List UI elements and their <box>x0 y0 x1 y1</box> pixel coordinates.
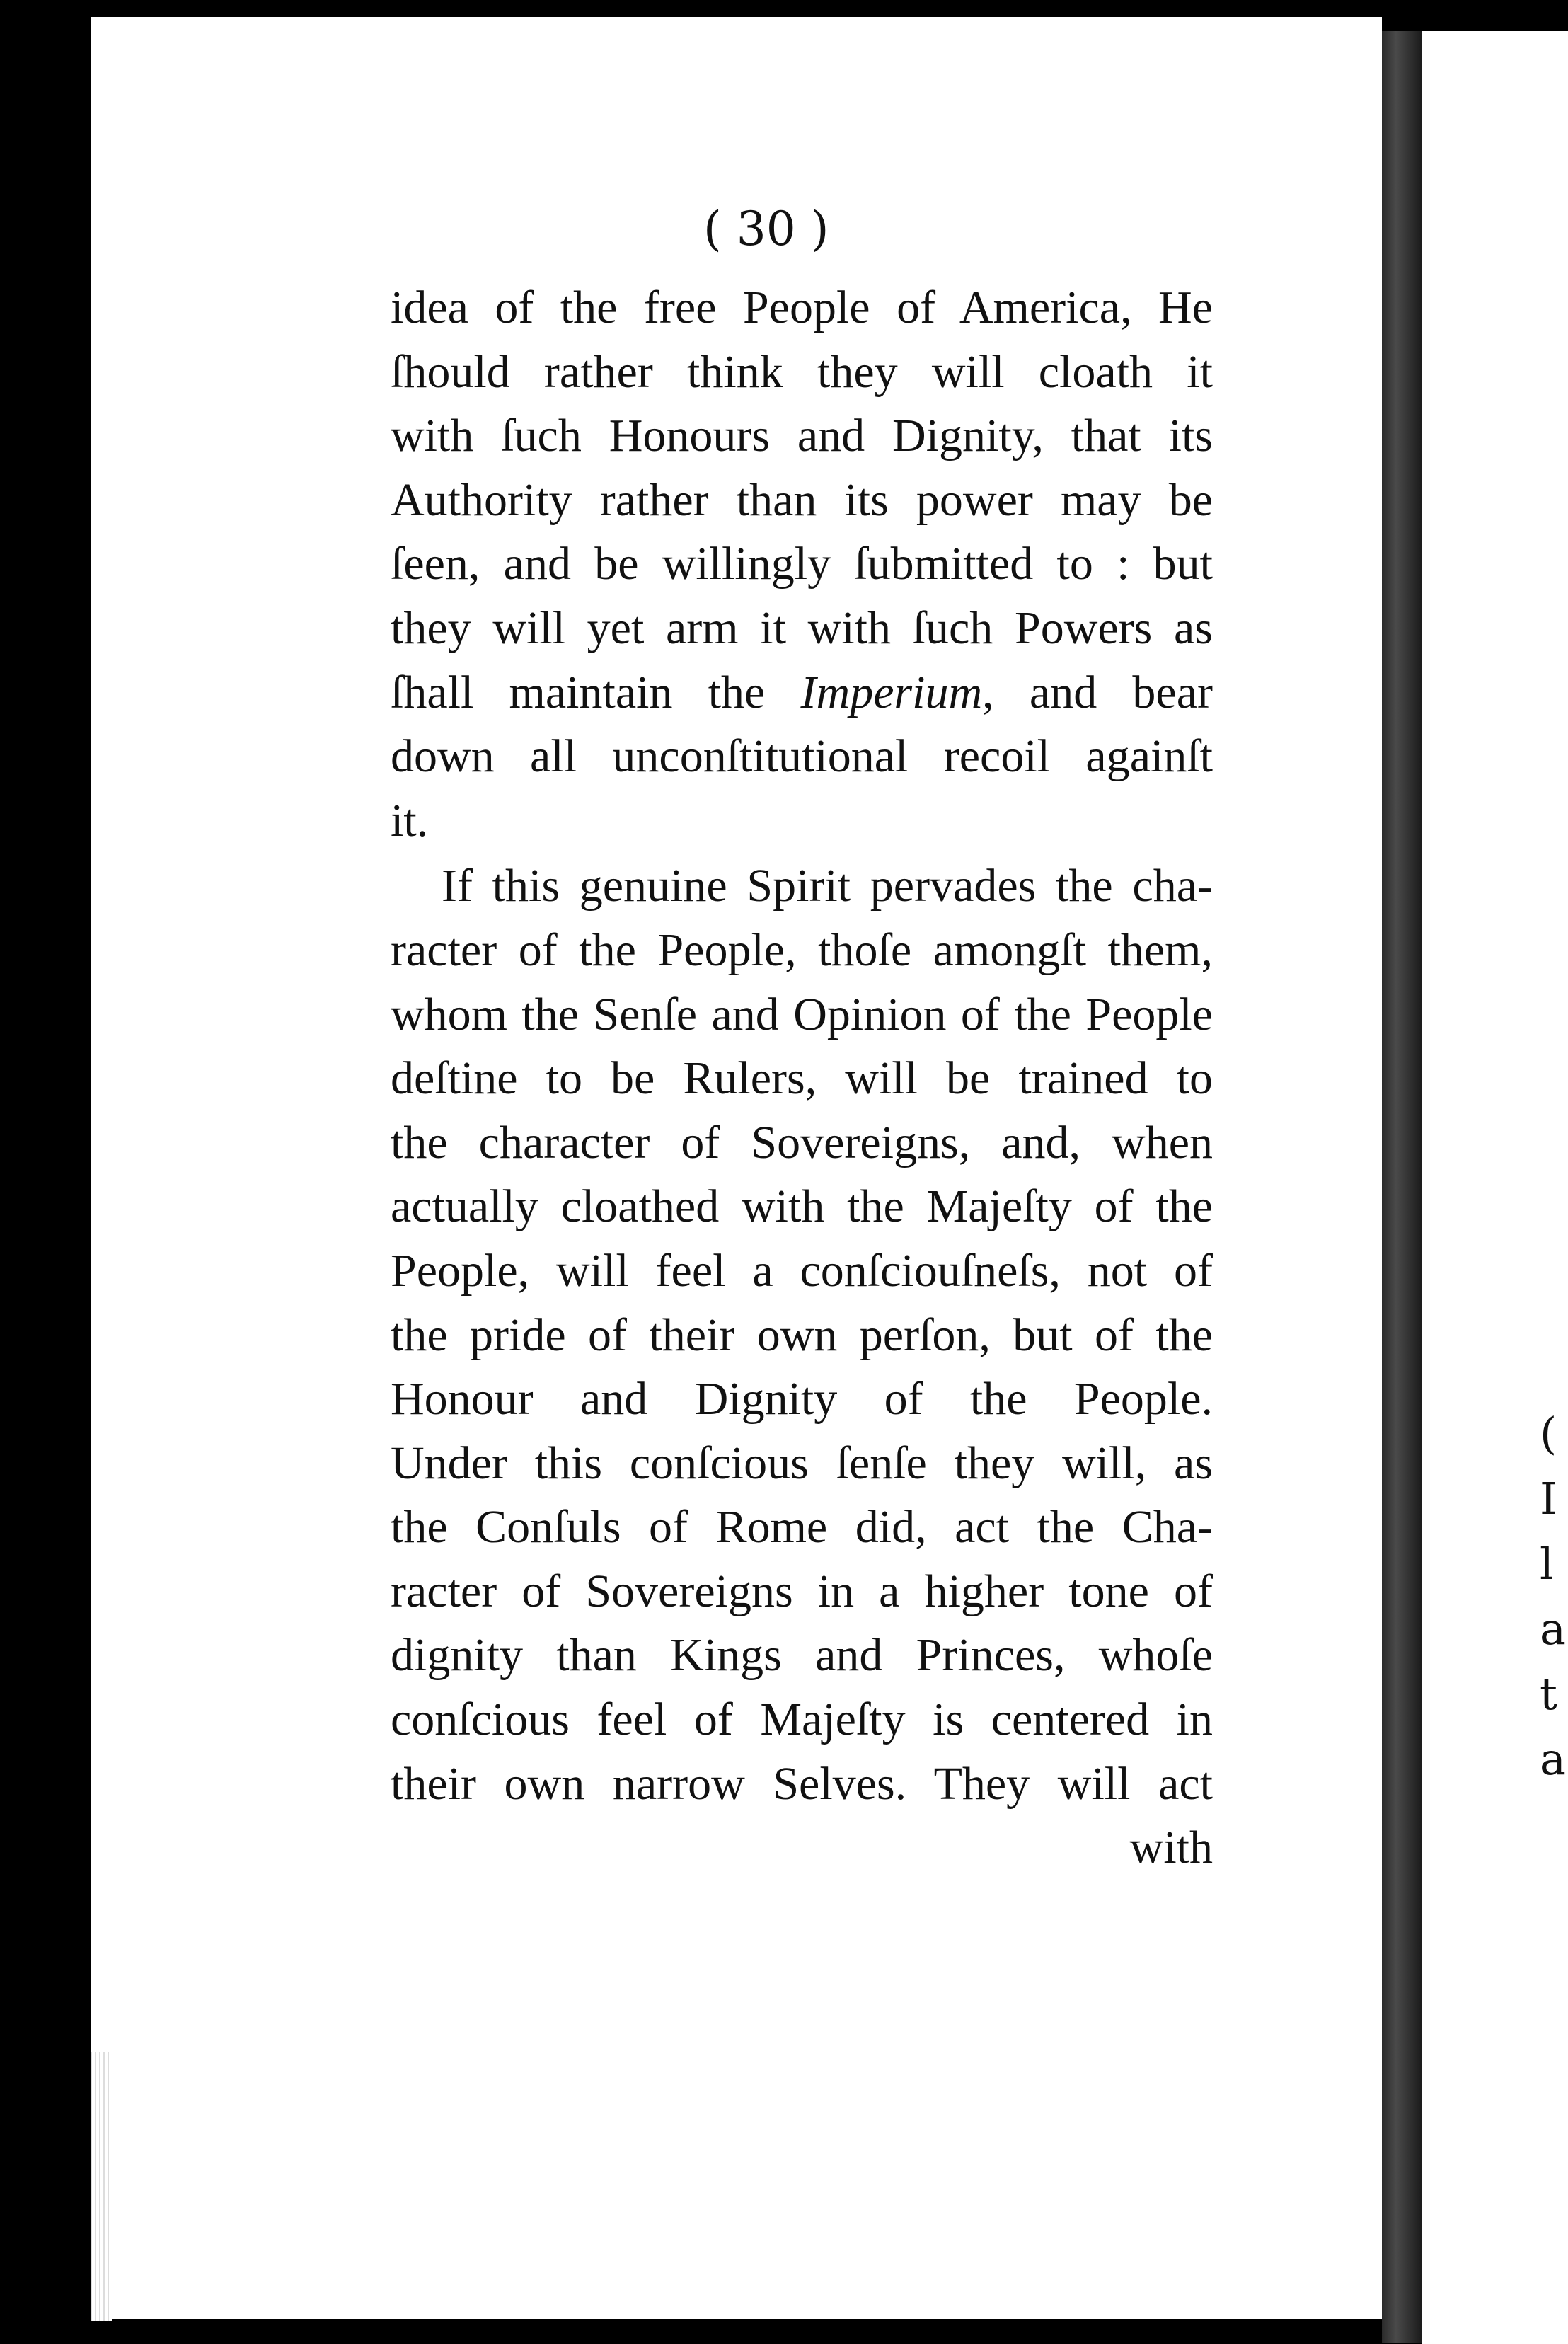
text-line: actually cloathed with the Majeſty of the <box>391 1180 1213 1233</box>
text-line: dignity than Kings and Princes, whoſe <box>391 1629 1213 1682</box>
text-line: the Conſuls of Rome did, act the Cha- <box>391 1501 1213 1553</box>
text-line: If this genuine Spirit pervades the cha- <box>442 860 1213 912</box>
page-number: ( 30 ) <box>703 202 829 256</box>
text-line: racter of Sovereigns in a higher tone of <box>391 1565 1213 1617</box>
text-line: ſhall maintain the Imperium, and bear <box>391 666 1213 718</box>
text-line: Under this conſcious ſenſe they will, as <box>391 1437 1213 1489</box>
text-line: with ſuch Honours and Dignity, that its <box>391 410 1213 462</box>
text-line: conſcious feel of Majeſty is centered in <box>391 1694 1213 1746</box>
text-line: deſtine to be Rulers, will be trained to <box>391 1052 1213 1105</box>
paragraph-1 <box>391 276 1213 853</box>
text-line: it. <box>391 794 429 846</box>
text-line: Honour and Dignity of the People. <box>391 1373 1213 1425</box>
text-line: idea of the free People of America, He <box>391 282 1213 333</box>
text-line: racter of the People, thoſe amongſt them, <box>391 924 1213 976</box>
text-line: the character of Sovereigns, and, when <box>391 1116 1213 1168</box>
text-line: their own narrow Selves. They will act <box>391 1757 1213 1810</box>
text-line: ſhould rather think they will cloath it <box>391 345 1213 398</box>
text-line: ſeen, and be willingly ſubmitted to : but <box>391 538 1213 590</box>
facing-page-fragment: l <box>1540 1538 1554 1590</box>
text-line: down all unconſtitutional recoil againſt <box>391 730 1213 783</box>
facing-page-edge <box>1422 31 1568 2344</box>
text-line: they will yet arm it with ſuch Powers as <box>391 602 1213 654</box>
text-line: Authority rather than its power may be <box>391 473 1213 526</box>
facing-page-fragment: a <box>1540 1603 1566 1655</box>
text-line: People, will feel a conſciouſneſs, not of <box>391 1244 1213 1297</box>
book-gutter <box>1382 31 1422 2343</box>
facing-page-text-fragments <box>1540 1401 1568 1792</box>
facing-page-fragment: a <box>1540 1733 1566 1785</box>
facing-page-fragment: ( <box>1540 1408 1557 1459</box>
text-line: whom the Senſe and Opinion of the People <box>391 988 1213 1040</box>
text-line: the pride of their own perſon, but of the <box>391 1309 1213 1361</box>
facing-page-fragment: I <box>1540 1473 1557 1524</box>
body-text <box>391 276 1213 1880</box>
page-edge-shading <box>91 2052 112 2321</box>
paragraph-2 <box>391 854 1213 1816</box>
catchword: with <box>1129 1822 1213 1874</box>
facing-page-fragment: t <box>1540 1668 1557 1720</box>
